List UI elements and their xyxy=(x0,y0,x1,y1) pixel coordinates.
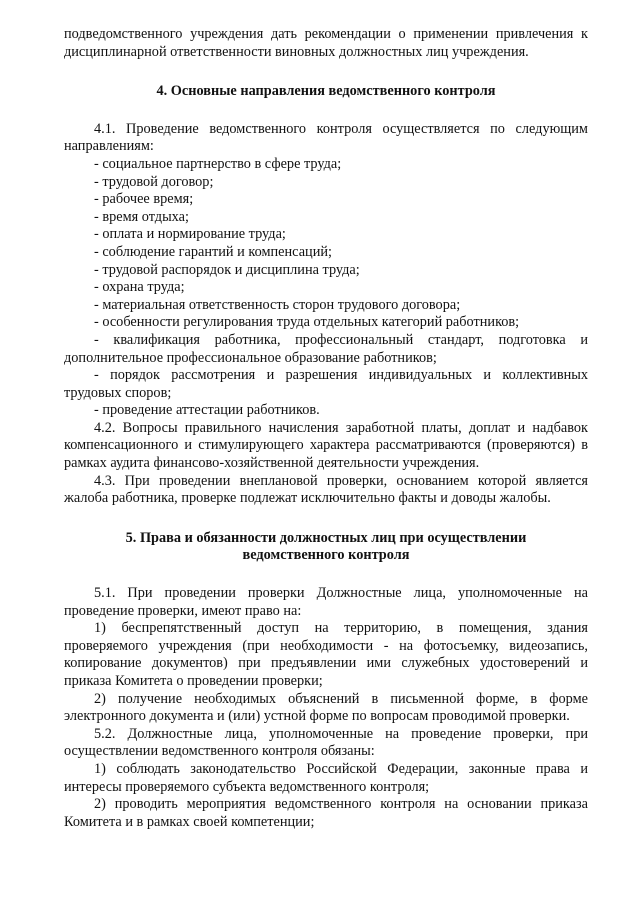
section-4-heading: 4. Основные направления ведомственного контроля xyxy=(156,83,496,100)
list-item: - время отдыха; xyxy=(94,208,189,225)
list-item: - социальное партнерство в сфере труда; xyxy=(94,155,342,172)
paragraph-5-1-item-2: 2) получение необходимых объяснений в письменной форме, в форме электронного документа и (или) устной форме по вопросам проводимой проверки. xyxy=(64,690,588,725)
paragraph-5-2: 5.2. Должностные лица, уполномоченные на проведение проверки, при осуществлении ведомственного контроля обязаны: xyxy=(64,725,588,760)
paragraph-4-3: 4.3. При проведении внеплановой проверки, основанием которой является жалоба работника, проверке подлежат исключительно факты и доводы жалобы. xyxy=(64,472,588,507)
list-item: - оплата и нормирование труда; xyxy=(94,226,286,243)
paragraph-5-2-item-1: 1) соблюдать законодательство Российской Федерации, законные права и интересы проверяемого субъекта ведомственного контроля; xyxy=(64,760,588,795)
list-item: - особенности регулирования труда отдельных категорий работников; xyxy=(94,314,520,331)
list-item: - рабочее время; xyxy=(94,191,194,208)
list-item: - соблюдение гарантий и компенсаций; xyxy=(94,243,332,260)
list-item: - охрана труда; xyxy=(94,279,185,296)
intro-paragraph: подведомственного учреждения дать рекомендации о применении привлечения к дисциплинарной ответственности виновных должностных лиц учреждения. xyxy=(64,26,588,60)
directions-list xyxy=(64,156,588,420)
list-item: - проведение аттестации работников. xyxy=(94,402,320,419)
paragraph-5-1: 5.1. При проведении проверки Должностные лица, уполномоченные на проведение проверки, имеют право на: xyxy=(64,585,588,619)
list-item: - трудовой распорядок и дисциплина труда; xyxy=(94,261,360,278)
list-item: - материальная ответственность сторон трудового договора; xyxy=(94,296,461,313)
paragraph-5-2-item-2: 2) проводить мероприятия ведомственного контроля на основании приказа Комитета и в рамках своей компетенции; xyxy=(64,796,588,830)
paragraph-4-1: 4.1. Проведение ведомственного контроля осуществляется по следующим направлениям: xyxy=(64,120,588,155)
paragraph-4-2: 4.2. Вопросы правильного начисления заработной платы, доплат и надбавок компенсационного и стимулирующего характера рассматриваются (проверяются) в рамках аудита финансово-хозяйственной деятельности учреждения. xyxy=(64,419,588,472)
paragraph-5-1-item-1: 1) беспрепятственный доступ на территорию, в помещения, здания проверяемого учреждения (при необходимости - на фотосъемку, видеозапись, копирование документов) при предъявлении ими служебных удостоверений и приказа Комитета о проведении проверки; xyxy=(64,620,588,689)
section-5-heading-line-1: 5. Права и обязанности должностных лиц при осуществлении xyxy=(125,529,527,546)
list-item: - квалификация работника, профессиональный стандарт, подготовка и дополнительное профессиональное образование работников; xyxy=(64,331,588,366)
section-5-heading-line-2: ведомственного контроля xyxy=(242,547,410,564)
list-item: - трудовой договор; xyxy=(94,173,214,190)
list-item: - порядок рассмотрения и разрешения индивидуальных и коллективных трудовых споров; xyxy=(64,367,588,401)
document-page xyxy=(64,26,588,831)
